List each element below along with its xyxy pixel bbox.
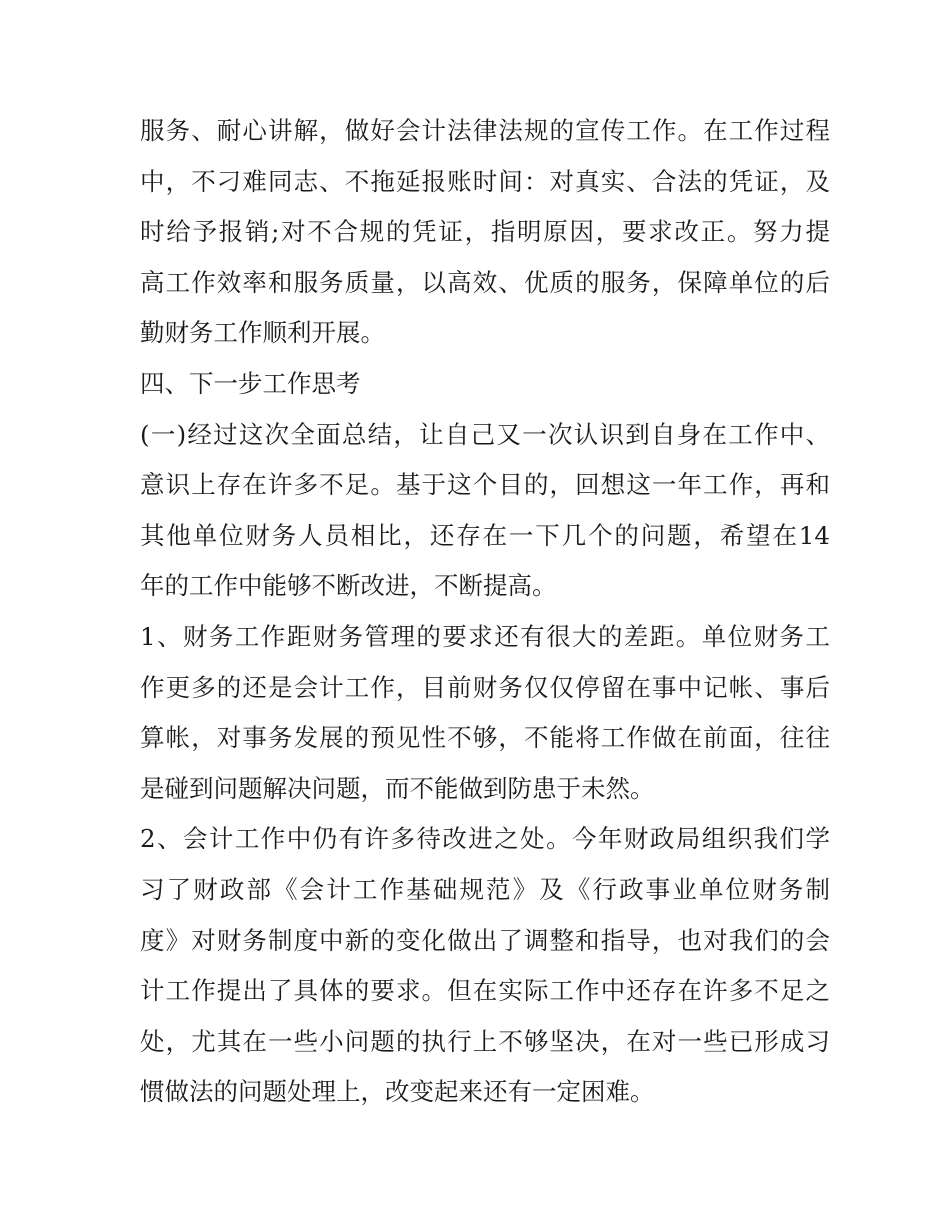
text-line: 计工作提出了具体的要求。但在实际工作中还存在许多不足之 [140, 976, 830, 1006]
text-line: 是碰到问题解决问题，而不能做到防患于未然。 [140, 773, 655, 803]
text-line: 处，尤其在一些小问题的执行上不够坚决，在对一些已形成习 [140, 1026, 830, 1056]
section-heading: 四、下一步工作思考 [140, 368, 361, 398]
text-line: 2、会计工作中仍有许多待改进之处。今年财政局组织我们学 [140, 824, 830, 854]
text-line: 服务、耐心讲解，做好会计法律法规的宣传工作。在工作过程 [140, 116, 830, 145]
text-line: 中，不刁难同志、不拖延报账时间：对真实、合法的凭证，及 [140, 166, 830, 196]
text-line: (一)经过这次全面总结，让自己又一次认识到自身在工作中、 [140, 419, 830, 449]
text-line: 意识上存在许多不足。基于这个目的，回想这一年工作，再和 [140, 470, 830, 500]
document-body [140, 106, 830, 1118]
text-line: 算帐，对事务发展的预见性不够，不能将工作做在前面，往往 [140, 723, 830, 753]
text-line: 1、财务工作距财务管理的要求还有很大的差距。单位财务工 [140, 621, 830, 651]
text-line: 年的工作中能够不断改进，不断提高。 [140, 571, 557, 601]
text-line: 勤财务工作顺利开展。 [140, 318, 385, 348]
text-line: 习了财政部《会计工作基础规范》及《行政事业单位财务制 [140, 874, 830, 904]
text-line: 作更多的还是会计工作，目前财务仅仅停留在事中记帐、事后 [140, 672, 830, 702]
text-line: 度》对财务制度中新的变化做出了调整和指导，也对我们的会 [140, 925, 830, 955]
text-line: 时给予报销;对不合规的凭证，指明原因，要求改正。努力提 [140, 217, 830, 247]
text-line: 高工作效率和服务质量，以高效、优质的服务，保障单位的后 [140, 267, 830, 297]
text-line: 惯做法的问题处理上，改变起来还有一定困难。 [140, 1077, 655, 1107]
text-line: 其他单位财务人员相比，还存在一下几个的问题，希望在14 [140, 520, 830, 550]
